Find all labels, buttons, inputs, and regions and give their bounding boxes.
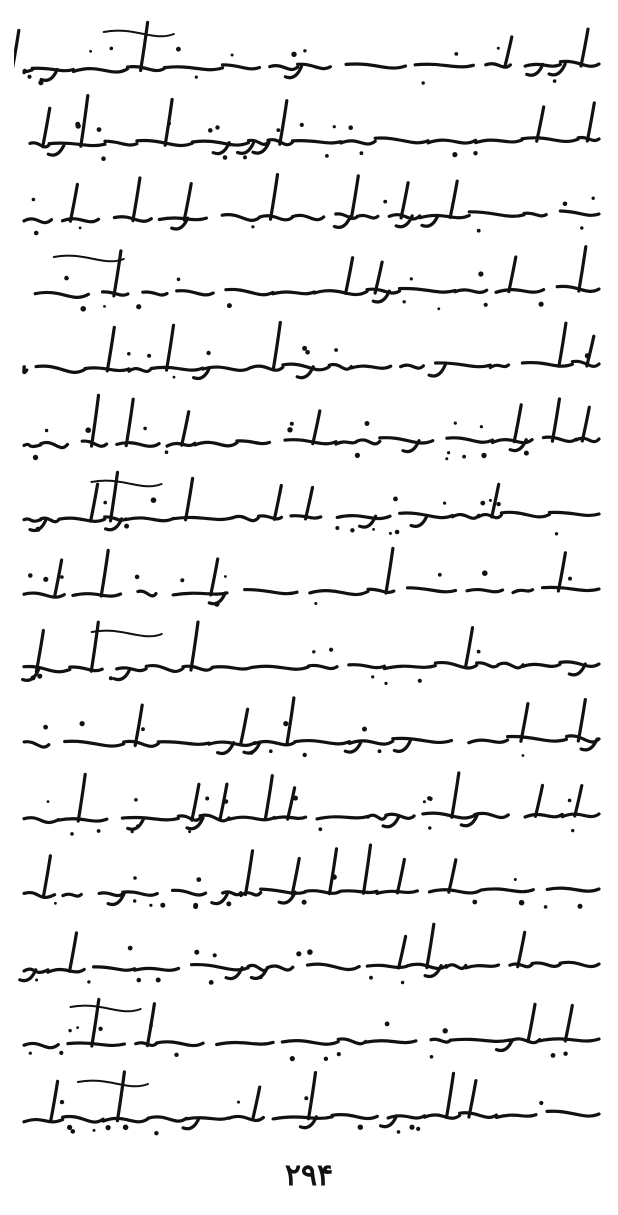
diacritic-dot bbox=[133, 899, 136, 902]
diacritic-dot bbox=[304, 1096, 308, 1100]
diacritic-dot bbox=[539, 1101, 543, 1105]
diacritic-dot bbox=[227, 303, 232, 308]
diacritic-dot bbox=[384, 682, 387, 685]
diacritic-dot bbox=[580, 226, 583, 229]
diacritic-dot bbox=[302, 900, 307, 905]
diacritic-dot bbox=[358, 1125, 363, 1130]
diacritic-dot bbox=[135, 575, 140, 580]
diacritic-dot bbox=[231, 54, 234, 57]
diacritic-dot bbox=[47, 800, 50, 803]
diacritic-dot bbox=[555, 532, 558, 535]
diacritic-dot bbox=[36, 527, 41, 532]
diacritic-dot bbox=[481, 453, 486, 458]
diacritic-dot bbox=[563, 202, 568, 207]
diacritic-dot bbox=[89, 50, 92, 53]
diacritic-dot bbox=[194, 950, 199, 955]
diacritic-dot bbox=[205, 797, 209, 801]
diacritic-dot bbox=[167, 122, 171, 126]
manuscript-line bbox=[14, 312, 606, 392]
diacritic-dot bbox=[60, 575, 64, 579]
marginal-stroke bbox=[54, 256, 124, 262]
diacritic-dot bbox=[393, 497, 398, 502]
diacritic-dot bbox=[303, 753, 307, 757]
diacritic-dot bbox=[350, 528, 354, 532]
diacritic-dot bbox=[290, 422, 294, 426]
diacritic-dot bbox=[67, 1125, 72, 1130]
diacritic-dot bbox=[430, 1055, 434, 1059]
diacritic-dot bbox=[568, 799, 572, 803]
diacritic-dot bbox=[259, 975, 263, 979]
handwriting-stroke-group bbox=[14, 837, 606, 917]
diacritic-dot bbox=[208, 128, 213, 133]
manuscript-line bbox=[14, 387, 606, 467]
diacritic-dot bbox=[462, 455, 466, 459]
diacritic-dot bbox=[397, 1130, 401, 1134]
handwriting-stroke bbox=[35, 247, 599, 302]
diacritic-dot bbox=[54, 902, 57, 905]
diacritic-dot bbox=[136, 824, 140, 828]
diacritic-dot bbox=[136, 304, 141, 309]
diacritic-dot bbox=[87, 980, 90, 983]
handwriting-stroke-group bbox=[14, 237, 606, 317]
handwriting-stroke bbox=[24, 323, 599, 379]
manuscript-line bbox=[14, 612, 606, 692]
diacritic-dot bbox=[454, 52, 458, 56]
diacritic-dot bbox=[429, 797, 433, 801]
diacritic-dot bbox=[287, 427, 292, 432]
diacritic-dot bbox=[45, 429, 48, 432]
diacritic-dot bbox=[539, 302, 544, 307]
diacritic-dot bbox=[389, 532, 392, 535]
diacritic-dot bbox=[335, 526, 339, 530]
handwriting-stroke bbox=[24, 395, 599, 451]
diacritic-dot bbox=[131, 830, 134, 833]
manuscript-line bbox=[14, 912, 606, 992]
diacritic-dot bbox=[28, 573, 33, 578]
diacritic-dot bbox=[68, 1029, 71, 1032]
diacritic-dot bbox=[416, 1127, 420, 1131]
handwriting-stroke bbox=[24, 773, 599, 829]
diacritic-dot bbox=[124, 524, 129, 529]
diacritic-dot bbox=[428, 826, 431, 829]
diacritic-dot bbox=[37, 674, 42, 679]
diacritic-dot bbox=[438, 573, 442, 577]
manuscript-line bbox=[14, 687, 606, 767]
diacritic-dot bbox=[443, 1028, 448, 1033]
marginal-stroke bbox=[78, 1081, 148, 1087]
diacritic-dot bbox=[519, 900, 525, 906]
handwriting-stroke-group bbox=[14, 987, 606, 1067]
manuscript-line bbox=[14, 237, 606, 317]
diacritic-dot bbox=[480, 501, 485, 506]
handwriting-stroke-group bbox=[14, 312, 606, 392]
diacritic-dot bbox=[401, 981, 404, 984]
handwriting-stroke-group bbox=[14, 762, 606, 842]
diacritic-dot bbox=[544, 905, 548, 909]
diacritic-dot bbox=[43, 577, 48, 582]
diacritic-dot bbox=[418, 679, 422, 683]
diacritic-dot bbox=[93, 1129, 96, 1132]
diacritic-dot bbox=[333, 125, 336, 128]
diacritic-dot bbox=[514, 878, 517, 881]
diacritic-dot bbox=[329, 648, 333, 652]
diacritic-dot bbox=[110, 47, 114, 51]
handwriting-stroke bbox=[24, 548, 599, 603]
diacritic-dot bbox=[76, 1026, 79, 1029]
diacritic-dot bbox=[482, 570, 488, 576]
diacritic-dot bbox=[147, 354, 151, 358]
diacritic-dot bbox=[103, 501, 107, 505]
diacritic-dot bbox=[174, 1053, 178, 1057]
diacritic-dot bbox=[283, 721, 288, 726]
handwriting-stroke-group bbox=[14, 87, 606, 167]
diacritic-dot bbox=[445, 457, 448, 460]
diacritic-dot bbox=[422, 81, 425, 84]
diacritic-dot bbox=[31, 675, 36, 680]
handwriting-stroke-group bbox=[14, 687, 606, 767]
handwriting-stroke-group bbox=[14, 162, 606, 242]
diacritic-dot bbox=[337, 1052, 341, 1056]
diacritic-dot bbox=[76, 123, 81, 128]
diacritic-dot bbox=[106, 1125, 111, 1130]
diacritic-dot bbox=[443, 502, 446, 505]
diacritic-dot bbox=[269, 749, 273, 753]
diacritic-dot bbox=[80, 721, 85, 726]
handwriting-stroke-group bbox=[14, 12, 606, 92]
diacritic-dot bbox=[454, 422, 457, 425]
diacritic-dot bbox=[489, 499, 492, 502]
diacritic-dot bbox=[134, 798, 138, 802]
marginal-stroke bbox=[92, 631, 162, 637]
diacritic-dot bbox=[151, 497, 157, 503]
diacritic-dot bbox=[395, 530, 400, 535]
diacritic-dot bbox=[98, 1027, 102, 1031]
manuscript-line bbox=[14, 987, 606, 1067]
diacritic-dot bbox=[480, 425, 483, 428]
diacritic-dot bbox=[477, 229, 481, 233]
diacritic-dot bbox=[213, 953, 217, 957]
handwriting-stroke bbox=[14, 22, 599, 80]
diacritic-dot bbox=[70, 832, 74, 836]
handwriting-stroke bbox=[30, 96, 599, 155]
diacritic-dot bbox=[223, 155, 228, 160]
diacritic-dot bbox=[128, 946, 133, 951]
diacritic-dot bbox=[362, 727, 367, 732]
diacritic-dot bbox=[372, 528, 375, 531]
diacritic-dot bbox=[477, 650, 481, 654]
diacritic-dot bbox=[369, 976, 373, 980]
diacritic-dot bbox=[293, 796, 298, 801]
diacritic-dot bbox=[478, 271, 483, 276]
diacritic-dot bbox=[214, 601, 219, 606]
diacritic-dot bbox=[43, 725, 48, 730]
diacritic-dot bbox=[334, 348, 338, 352]
marginal-stroke bbox=[91, 481, 161, 487]
handwriting-stroke bbox=[24, 845, 599, 904]
diacritic-dot bbox=[224, 799, 229, 804]
manuscript-line bbox=[14, 87, 606, 167]
diacritic-dot bbox=[79, 227, 82, 230]
diacritic-dot bbox=[251, 225, 254, 228]
diacritic-dot bbox=[300, 123, 304, 127]
diacritic-dot bbox=[165, 450, 169, 454]
diacritic-dot bbox=[177, 278, 181, 282]
manuscript-line bbox=[14, 162, 606, 242]
diacritic-dot bbox=[355, 453, 360, 458]
diacritic-dot bbox=[578, 904, 583, 909]
folio-number: ۲۹۴ bbox=[284, 1158, 334, 1193]
diacritic-dot bbox=[371, 675, 374, 678]
diacritic-dot bbox=[385, 1022, 390, 1027]
diacritic-dot bbox=[209, 980, 214, 985]
manuscript-line bbox=[14, 462, 606, 542]
diacritic-dot bbox=[29, 1052, 32, 1055]
handwriting-stroke bbox=[24, 999, 599, 1050]
diacritic-dot bbox=[149, 1024, 153, 1028]
diacritic-dot bbox=[224, 575, 227, 578]
diacritic-dot bbox=[156, 978, 161, 983]
diacritic-dot bbox=[423, 800, 426, 803]
diacritic-dot bbox=[553, 79, 557, 83]
diacritic-dot bbox=[296, 951, 301, 956]
diacritic-dot bbox=[193, 903, 198, 908]
diacritic-dot bbox=[522, 754, 525, 757]
diacritic-dot bbox=[378, 749, 382, 753]
diacritic-dot bbox=[305, 350, 310, 355]
diacritic-dot bbox=[103, 305, 106, 308]
diacritic-dot bbox=[149, 904, 152, 907]
diacritic-dot bbox=[484, 303, 488, 307]
handwriting-stroke bbox=[24, 698, 599, 754]
diacritic-dot bbox=[180, 578, 184, 582]
diacritic-dot bbox=[496, 502, 500, 506]
diacritic-dot bbox=[243, 155, 247, 159]
diacritic-dot bbox=[195, 76, 198, 79]
diacritic-dot bbox=[409, 1125, 414, 1130]
handwriting-stroke-group bbox=[14, 537, 606, 617]
diacritic-dot bbox=[314, 602, 317, 605]
diacritic-dot bbox=[318, 827, 322, 831]
diacritic-dot bbox=[447, 451, 450, 454]
diacritic-dot bbox=[360, 151, 364, 155]
diacritic-dot bbox=[497, 47, 500, 50]
diacritic-dot bbox=[473, 151, 477, 155]
diacritic-dot bbox=[585, 353, 590, 358]
diacritic-dot bbox=[383, 200, 387, 204]
handwriting-stroke-group bbox=[14, 912, 606, 992]
diacritic-dot bbox=[123, 1125, 129, 1131]
manuscript-line bbox=[14, 837, 606, 917]
diacritic-dot bbox=[324, 1057, 328, 1061]
diacritic-dot bbox=[403, 300, 406, 303]
diacritic-dot bbox=[35, 979, 38, 982]
manuscript-line bbox=[14, 537, 606, 617]
diacritic-dot bbox=[571, 829, 574, 832]
diacritic-dot bbox=[226, 901, 231, 906]
diacritic-dot bbox=[32, 198, 36, 202]
diacritic-dot bbox=[28, 75, 32, 79]
diacritic-dot bbox=[524, 451, 529, 456]
handwriting-stroke-group bbox=[14, 1062, 606, 1142]
diacritic-dot bbox=[307, 949, 313, 955]
diacritic-dot bbox=[206, 351, 210, 355]
diacritic-dot bbox=[592, 197, 595, 200]
diacritic-dot bbox=[127, 352, 131, 356]
diacritic-dot bbox=[290, 1056, 295, 1061]
diacritic-dot bbox=[237, 1101, 240, 1104]
diacritic-dot bbox=[71, 1129, 76, 1134]
diacritic-dot bbox=[176, 47, 181, 52]
diacritic-dot bbox=[137, 978, 142, 983]
manuscript-line bbox=[14, 762, 606, 842]
diacritic-dot bbox=[60, 1100, 64, 1104]
diacritic-dot bbox=[312, 650, 315, 653]
diacritic-dot bbox=[80, 306, 86, 312]
diacritic-dot bbox=[33, 455, 38, 460]
diacritic-dot bbox=[551, 1053, 556, 1058]
diacritic-dot bbox=[85, 427, 91, 433]
diacritic-dot bbox=[563, 1052, 567, 1056]
diacritic-dot bbox=[302, 346, 307, 351]
diacritic-dot bbox=[276, 128, 280, 132]
diacritic-dot bbox=[348, 125, 353, 130]
diacritic-dot bbox=[437, 307, 440, 310]
diacritic-dot bbox=[38, 80, 43, 85]
handwriting-stroke-group bbox=[14, 462, 606, 542]
diacritic-dot bbox=[154, 1131, 158, 1135]
diacritic-dot bbox=[188, 830, 191, 833]
diacritic-dot bbox=[59, 1051, 63, 1055]
diacritic-dot bbox=[250, 751, 254, 755]
diacritic-dot bbox=[196, 877, 201, 882]
diacritic-dot bbox=[143, 427, 147, 431]
diacritic-dot bbox=[291, 52, 296, 57]
diacritic-dot bbox=[141, 727, 145, 731]
diacritic-dot bbox=[97, 127, 102, 132]
diacritic-dot bbox=[452, 152, 457, 157]
diacritic-dot bbox=[34, 231, 39, 236]
diacritic-dot bbox=[215, 125, 219, 129]
diacritic-dot bbox=[332, 874, 337, 879]
diacritic-dot bbox=[101, 156, 106, 161]
manuscript-line bbox=[14, 12, 606, 92]
diacritic-dot bbox=[568, 577, 572, 581]
diacritic-dot bbox=[365, 421, 370, 426]
manuscript-line bbox=[14, 1062, 606, 1142]
diacritic-dot bbox=[109, 676, 113, 680]
handwriting-stroke bbox=[24, 1072, 599, 1129]
diacritic-dot bbox=[410, 277, 413, 280]
diacritic-dot bbox=[472, 900, 477, 905]
handwriting-stroke-group bbox=[14, 387, 606, 467]
handwriting-stroke bbox=[24, 175, 599, 229]
diacritic-dot bbox=[64, 276, 69, 281]
diacritic-dot bbox=[303, 49, 306, 52]
handwritten-text-block bbox=[14, 12, 606, 1142]
diacritic-dot bbox=[173, 376, 176, 379]
marginal-stroke bbox=[71, 1006, 141, 1012]
marginal-stroke bbox=[104, 31, 174, 37]
diacritic-dot bbox=[160, 903, 165, 908]
diacritic-dot bbox=[325, 154, 329, 158]
diacritic-dot bbox=[97, 829, 101, 833]
diacritic-dot bbox=[133, 876, 137, 880]
handwriting-stroke-group bbox=[14, 612, 606, 692]
